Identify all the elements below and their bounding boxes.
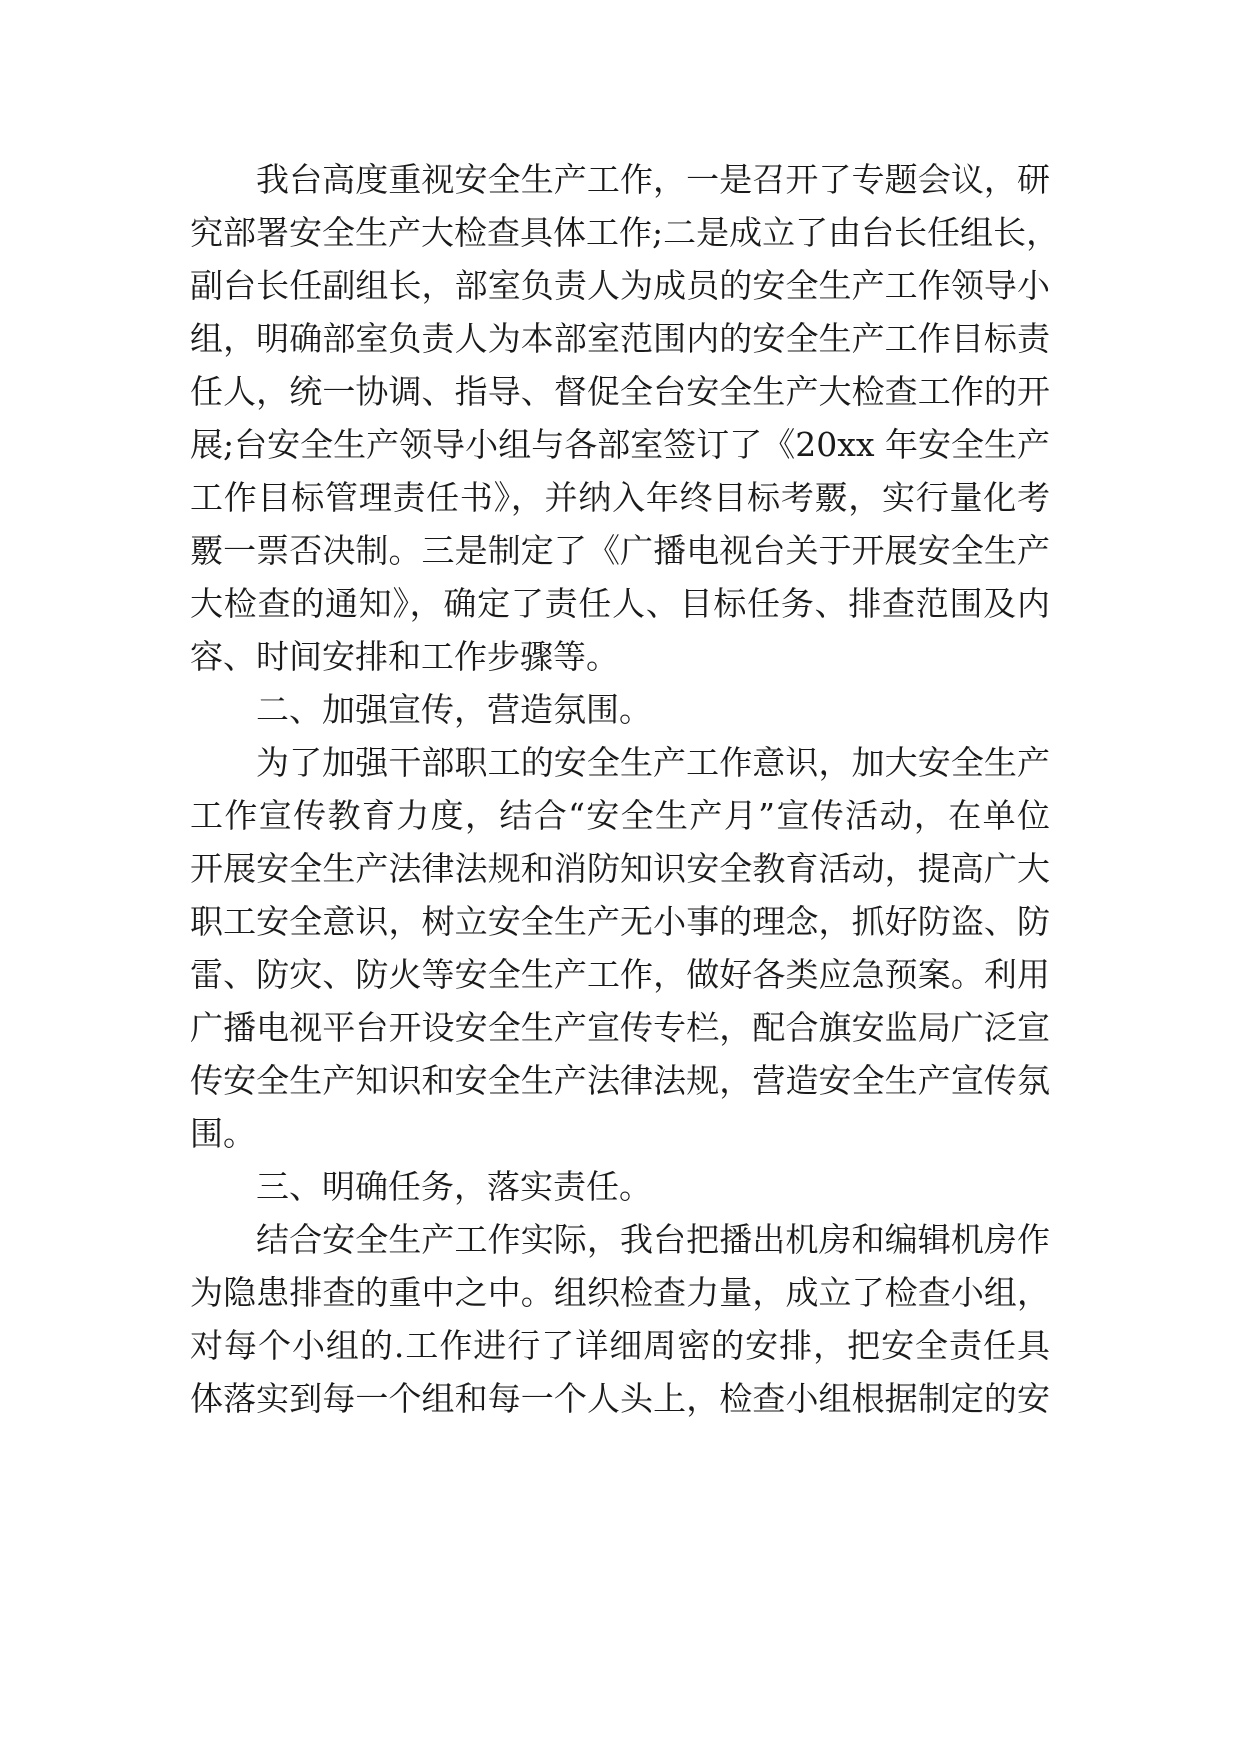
- text-line: 为了加强干部职工的安全生产工作意识，加大安全生产: [256, 743, 1050, 782]
- section-heading: 三、明确任务，落实责任。: [256, 1167, 652, 1206]
- text-line: 广播电视平台开设安全生产宣传专栏，配合旗安监局广泛宣: [190, 1008, 1050, 1047]
- text-line: 体落实到每一个组和每一个人头上，检查小组根据制定的安: [190, 1379, 1050, 1418]
- text-line: 容、时间安排和工作步骤等。: [190, 637, 619, 676]
- text-line: 副台长任副组长，部室负责人为成员的安全生产工作领导小: [190, 266, 1050, 305]
- text-line: 工作宣传教育力度，结合“安全生产月”宣传活动，在单位: [190, 796, 1050, 835]
- text-line: 展;台安全生产领导小组与各部室签订了《20xx 年安全生产: [190, 425, 1050, 464]
- text-line: 对每个小组的.工作进行了详细周密的安排，把安全责任具: [190, 1326, 1050, 1365]
- text-line: 职工安全意识，树立安全生产无小事的理念，抓好防盗、防: [190, 902, 1050, 941]
- text-line: 结合安全生产工作实际，我台把播出机房和编辑机房作: [256, 1220, 1050, 1259]
- text-line: 组，明确部室负责人为本部室范围内的安全生产工作目标责: [190, 319, 1050, 358]
- text-line: 传安全生产知识和安全生产法律法规，营造安全生产宣传氛: [190, 1061, 1050, 1100]
- text-line: 围。: [190, 1114, 256, 1153]
- text-line: 雷、防灾、防火等安全生产工作，做好各类应急预案。利用: [190, 955, 1050, 994]
- text-line: 大检查的通知》，确定了责任人、目标任务、排查范围及内: [190, 584, 1050, 623]
- text-line: 任人，统一协调、指导、督促全台安全生产大检查工作的开: [190, 372, 1050, 411]
- text-line: 为隐患排查的重中之中。组织检查力量，成立了检查小组，: [190, 1273, 1050, 1312]
- text-line: 覈一票否决制。三是制定了《广播电视台关于开展安全生产: [190, 531, 1050, 570]
- text-line: 工作目标管理责任书》，并纳入年终目标考覈，实行量化考: [190, 478, 1050, 517]
- text-line: 开展安全生产法律法规和消防知识安全教育活动，提高广大: [190, 849, 1050, 888]
- text-line: 我台高度重视安全生产工作，一是召开了专题会议，研: [256, 160, 1050, 199]
- text-line: 究部署安全生产大检查具体工作;二是成立了由台长任组长，: [190, 213, 1060, 252]
- section-heading: 二、加强宣传，营造氛围。: [256, 690, 652, 729]
